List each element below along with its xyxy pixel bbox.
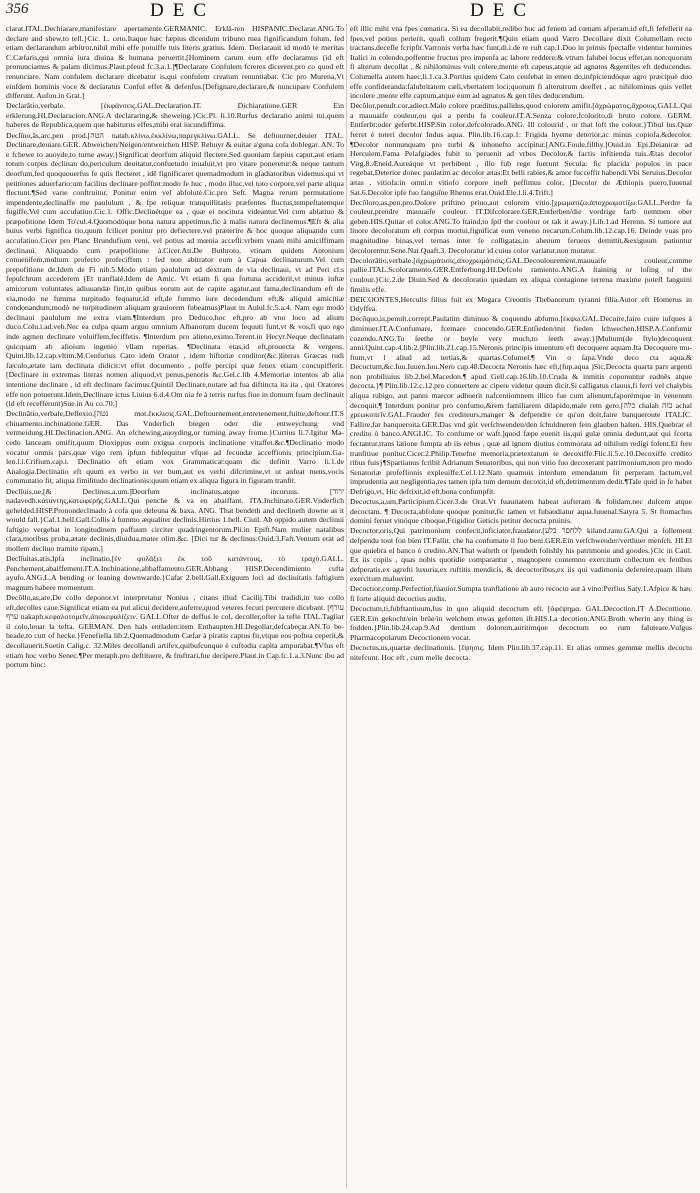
dictionary-entry: Declīno,ās,arc,pen prod.[הטה natah.κλίνω,ἐκκλίνω,παρεγκλίνω.GALL. Se deftourner,deuier ITAL. Declinare,deuiare.GER. Abweichen/Neigen/entweichen HISP. Rehuyr & euitar a'guna cofa doblegar. AN. To e fchewe to auoyde,to turne away.}Significat deorfum aliquid flectere.Sed quoniam fæpius caput,aut etiam totum corpus declinan do,periculum deuitatur,confuetudo inualuit,vt pro vitare poneretur:& neque tantum deorfum,fed quoquouerfus fe quis flecteret , idē fignificaret quemadmodum in gladiatoribus videmus.qui vt petitiones aduerfario:um facilius declinare poffint:modo fe huc , modo illuc,vel toto corpore,vel parte aliqua flectunt.¶Sed varie conftruitur. Ponitur enim vel abfolutè.Cic.pro Seft. Magna rerum permutatione impendente,declinaffe me paululum , & fpe reliquæ tranquillitatis præfentes fluctus,tempeftatemque fugiffe.Vel cum accufatiuo.Cic.1. Offic.Declinétque ea , quæ ei nocitura videantur.Vel cum ablatiuo & præpofitione Idem To'cul.4.Quomodóque bona natura appetimus,fic à malis natura declinemus.¶Eft & alia huius verbi fignifica tio,quum fcilicet ponitur pro defiectere,vel præterire & hoc quoque aliquando cum accufatiuo.Cicer pro Planc Brundufium veni, vel potius ad mœnia accefli:vrbem vnam mihi amiciffimam declinaui. Aliquando cum præpofitione à.Cicer.Att.De Buthroto, vtinam quidem Antonium conuenifem,multum profecto profeciffem : fed non abitrator eum à Capua declinaturum.Vel cum prepofitione de.Idem de Fi nib.5.Modo etiam paululum ad dextram de via declinaui, vt ad Peri cl.s fepulchrum accederem (Et tranflatè.Idem de Amic. Vt etiam fi qua fortuna acciderit,vt minus iuftæ amicorum voluntates adiuuandæ fint,in quibus eorum aut de capite agatur,aut fama,declinandum eft de via,modo ne fumma turpitudo fequatur,id eft,de fummo iure decedendum eft,& aliquid amicitiæ condonandum,modò ne turpitudinem aliquam grauiorem fubeamus)Plaut in Aulul.fc.5.a.4. Nam ego modò declinaui paululum me extra viam.¶Interdum pro Deduco,hoc eft,pro ab vno loco ad alium duco.Colu.i.ad.veb.Nec ea culpa quam arguo omnium Albanorum ducem fequuti funt,vt & vos,fi quo ego inde agmen declinare voluiffem,feciffetis. ¶Interdum pro alieno,eximo.Terent.in Hecyr.Neque declinatam quicquam ab alioium ingenio vllam reperias. ¶Declinata etas,id eft,prouecta & vergens. Quint.lib.12.cap.vltim.M.Cenforius Cato idem Orator , idem hiftoriæ conditor(&c.)literas Græcas rudi fæculo,ætate iam declinata didicit:vt effet documento , poffe percipi quæ fenex etiam concupifferit.[Declinare in extremas literas nomen aliquod,vt penus,penoris &c.Gel.c.lib 4.Memoriæ intentos ab alia intentione declinare , id eft declinare facimus.Quintil Declinare,nutare ad fua diftincta ita ita , qui Oratores effe non potuerunt.Idem,Declinare ictus Liuius 6.d.4.Om nia fe à terris rurfus fiue in domum fuam declinauit (id eft recefferunt)Sue.in Au co.70.] <box>6 130 344 409</box>
dictionary-entry: clarat.ITAL.Dechiarare,manifestare apertamente.GERMANIC. Erklä-ren HISPANIC.Declarar.ANG.To declare and shew,to tell.}Cic. L. ceto.Itaque hæc fæpius dicendum tribuno mea fignificandum folum, fed etiam declarandum arbitror,nihil mihi effe potuiffe tuis literis gratius. Idem. Declarauit id modò te meritas C.Cæfaris,qui omnia iura diuina & humana peruertit.[Hominem carum eum effe declaramus (id eft pronunciamus & palam dicimus.Plaut.pfeud fc.3.a.1.]¶Declarare Confulem fcreres dicerent.pro co quod eft renunciare. Nam confulem declarare dicebatur is,qui confulem creatum renuntiabat. Cic pro Murena,Vt eiufdem hominis voce & declaratus Conful effet & defenfus.[Defignare,declarare,& nuncupare Confulem differunt. Aufon.in Grat.] <box>6 24 344 101</box>
column-divider <box>346 24 347 1188</box>
dictionary-entry: Declīuis,ue,[& Declinus,a,um.]Deorfum inclinatus,atque incuruus. [ירוד nadavedh.κάταντης,κατωφερής.GALL.Qui penche & va en abaiffant. ITA.Inchinato.GER.Vnderfich gehelded.HISP.Pronondeclinado à cofa que deleuna & baxa. ANG. That bendeth and declineth downe as it would fall.}Caf.1.bell.Gall.Collis à fummo æqualiter declinis.Hirtius 1.bell. Ciuil. Ab oppido autem declinui faftigio vergebat in longitudinem paffuum circiter quadringentorum.Pli.in Epift.Nam mulier natalibus clara,moribus proba,ætate declinis,diuidua,mater olim.&c. [Dici tur & declinus:Ouid.3.Faft.Ventum erat ad mollem decliuo tramite ripam.] <box>6 486 344 554</box>
dictionary-entry: Decōllo,as,are,De collo deponor.vt interpretatur Nonius , citans illud Cacilij.Tibi tradidi,in tuo collo eft,decolles caue.Significat etiam ea put alicui decidere,auferre,quod veteres fecuri percutere dicebant. [עורף ערף nakaph.κεφαλοτομεῖν,ἀποκεφαλίζειν. GALL.Ofter de deffus le col, decoller,ofter la tefte ITAL.Tagliar il colo,leuar la tefta. GERMAN. Den hals entladen:item Enthaupten.HI.Degollar,defcabeçar.AN.To beheade,to cutt of hecke.}Fenefiella lib.2.Quemadmodum Cæfar à piratis captus fit,vtque eos poftea ceperit,& decollauerit.Suetin Calig.c. 32.Miles decollandi artifex,quibufcunque è cuftodia capita ampurabat.¶Vfus eft etiam hoc verbo Senec.¶Per metaph.pro deftituere, & fruftrari,fue decipere.Plaut.in Cap.fc.1.a.3.Nunc ibo ad portum hinc: <box>6 593 344 670</box>
dictionary-entry: Declīuitas,atis,Ipfa inclinatio.[ἐν φυλάξει ἐκ τοῦ κατάντους, τὸ τραχύ.GALL. Penchement,abaiffement.IT.A.Inchinatione,abbaffamento.GER.Abhang HISP.Decendimiento cufta ayufo.ANG.L.A bending or leaning downwarde.}Cafar 2.bell.Gall.Exiguum loci ad decliuitatis faftigium magnum habere momentum. <box>6 554 344 592</box>
dictionary-entry: Decōloro,as,pen.pro.Dolore priftino priuo,aut colorem vitio.[χρωματιζω,ἀποχρωματίζω.GALL.Perdre fa couleur,prendre mauuaife couleur. IT.Difcolorare.GER.Entferben/die vordrige farb nemmen ober geben.HIS.Quitar el color.ANG.To ſtaind,to ſpil the coolour or tak it away.}Lib.1.ad Herenn. Si tumore aut liuore decoloratum eft corpus mortui,fignificat eum veneno necarum.Colum.lib.12.cap.16. Deinde vuas pro magnitudine binas,vel ternas inter fe colligatas,in ahenum ferueus demittit,&exiguum patiuntur decolorentur.Sene.Nat.Quaft.3. Decoloratur id cuius color variatur,non mutatur. <box>350 197 692 255</box>
dictionary-entry: eft illic mihi vna fpes cœnatica. Si ea decollabit,redibo huc ad fenem ad cœnam afperam.id eft,fi fefellerit ea fpes,vel potius perierit, quafi collum fregerit.¶Quin etiam quod Varro Decollare dixit Columellam recte tractans,decefle fcripfit.Varronis verba hæc funt,di.i.de re ruft cap.1.Duo in primis fpectaffe videntur homines Italici in colendo,poffentne fructus pro impenfa ac labore reddere:& vtrum falubei locus effet,an non:quorum fi alterum decollat , & nihilominus vult colere,mente eft capeus,atque ad agnatos &gentiles eft deducendus. Columella autem haec,li.1.ca.3.Portius quidem Cato cenfebat in emen do,infpiciendóque agro præcipuè duo effe confideranda:falubritatem cæli,vbertatem loci;quorum fi alterutrum deeffet , ac nihilominus quis vellet incolere ,mente effe captum,atque eum ad agnatos & gen tiles deducendum. <box>350 24 692 101</box>
dictionary-entry: Decōquo,is,penult.corrept.Paulatim diminuo & coquendo abfumo.[ἐκψω.GAL.Decuire,faire cuire iufques à diminuer.IT.A.Confumare, fcemare cuocendo.GER.Entſieden/mit fieden ſchwechen.HISP.A.Confumir cozendo.ANG.To ſeethe or boyle very much,to ſeeth away.}]Multum(de ftylo)decoquent anni.Quint.cap.4.lib.2.]Plin.lib.21.cap.15.Neronis principis inuentum eft decoquere aquam.Ita Decoquere muftum,vt l aliud ad tertias,& quartas.Columel.¶ Vin o ſapa.Vnde deco cta aqua,& Decoctum,&c.Iuu.Iuuen.Iuu.Nero cap.48.Decocta Neronis hæc eft.(fup.aqua )Sic,Decocta quarta pars argenti non probiliuius lib.2.bel.Macedon.¶ apud Gell.cap.16.lib.10.Cruda & inmitis coponuntur eadnēs atque decocta.}¶ Plin.lib.12.c.12.pro conuertere ac cipere videtur quum dicit.Si calligatus clauus,fi ferri vel chalybis aliqua rubigo, aut panni marcor adhuerit nafcentiomnem illico fue cum alienum,faporémque in venenum decoquit.¶ Interdum ponitur pro confumo,&rem familiarem dilapido,male rem gero.[כלה chalah בזה achal χρεωκοπεῖν.GAL.Frauder fes crediteurs,manger & defpendre ce qu'on doit,faire banqueroute ITALIC. Fallire,far banqueroita.GER.Das vnd gůt verſchwenden/den ſchuldneren fein glauben halten. HIS.Quebrar el credito ò banco.ANGLIC. To confume or waft.]quod fæpe euenit iis,qui gulæ omnia dedunt,aut qui fcorta fectantur,trans latione fumpta ab iis rebus , quæ ad ignem diutius commorata ad nihilum redigi folent.Et fere tranfitiue ponitur.Cicer.2.Philip.Tenefne memoria,prætextatum te decoxiffe.Flic.li.5.c.10.Decoxiffe credito ribus fuis}¶Spartianus fcribit Adrianum Senatoribus, qui non vitio fuo decoxerant patrimonium,non pro modo Senatoriæ profeflionis expleuiffe.Cel.l.12.Nam quamuis interdum emendatum fit perperam factum,vel imprudentia aut negligentia,res tamen ipfa tum demum decoxit,id eft,detrimentum dedit.¶Tale quid in fe habet Defrigo,vt, Hic defrixit,id eft,bona confumpfit. <box>350 314 692 496</box>
page-header <box>0 0 700 22</box>
dictionary-entry: Decoctum,ti,fubftantiuum,Ius in quo aliquid decoctum eft. [ἀφέψημα. GAL.Decoction.IT A.Decottione. GER.Ein gekocht/ein brüe/in welchem etwas gefotten ift.HIS.La decotion.ANG.Broth wherin any thing is fodden.}Plin.lib.24.cap.9.Ad dentium dolorem,auritimque decoctum eo rum faluteare.Vulgus Pharmacopolarum Decoctionem vocat. <box>350 604 692 642</box>
dictionary-entry: DEICOONTES,Herculis filius fuit ex Megara Creontis Thebanorum tyranni filia.Autor eft Homerus in Odyffea. <box>350 294 692 314</box>
dictionary-entry: Declinātio,verbale,Deflexio.[נטה mot.ἔκκλισις.GAL.Deftournement,entretenement,fuitte,deftour.IT.S chiuamento.inchinatione.GER. Das Vnderfich biegen oder die entweychung vnd vermeidung.HI.Declinacion.ANG. An efchewing,auoyding,or turning away frome.}Curtius li.7.Igitur Macedo lanceam omifit,quum Dioxippus eum exigua corporis inclinatione vitaffet.&c.¶Declinatio modo vocatur omnis pars,quæ vigo rem ipfum fubfequitur vfque ad fecundæ acceffionis principium.Galen.l.i.Crifium.cap.i. Declinatio eft etiam vox Grammaticæ:quam dic definit Varro li.1.de Analogia.Declinatio eft quum ex verbo in ver bum,aut ex verbi difcrimine,vt ut anfeat mens,vocis commutatio fit, aliqua fimilitudo declinationis:quum etiam ex aliqua figura in figuram tranfit. <box>6 409 344 486</box>
running-head-right: DEC <box>470 0 535 21</box>
dictionary-entry: Decoctus,a,um,Participium.Cicer.3.de Orat.Vt fuauitatem habeat aufteram & folidam,nec dulcem atque decoctam. ¶ Decocta,abfolute quoque ponitur,fic tamen vt fubaudiatur aqua.Iuuenal.Satyra 5. St ftomachus domini feruet vinóque ciboque,Frigidior Geticis petitur decocta pruinis. <box>350 497 692 526</box>
page-number: 356 <box>6 1 29 17</box>
dictionary-entry: Decolorātio,verbale.[ἀχρωμάτισις,ἀποχρωμάτισις.GAL.Decoulourement.mauuaife couleur,comme pallie.ITAL.Scoloramento.GER.Entferbung.HI.Defcolo ramiento.ANG.A ſtaining or loſing of the coulour.}Cic.2.de Diuin.Sed & decoloratio quædam ex aliqua contagione terrena maxime potefl fanguini fimilis effe. <box>350 255 692 294</box>
dictionary-entry: Decŏlor,penult.cor,adiect.Malo colore præditus,pallidus,quod colorem amifit.[ἀχρώματος,ἄχροιος.GALL.Qui a mauuaife couleur,ou qui a perdu fa couleur.IT.A.Senza colore,fcolorito,di bruto colore. GERM. Entferbt:oder geferbt.HISP.Sin color,defcolorado.ANG. Ill colourid , or that loft the colour.}Tibul lus.Quæ ferret è toteri decolor Indus aqua. Plin.lib.16.cap.1: Frigida hyeme deterior,ac minus copiofa.&decolor. ¶Decolor nonnunquam pro turbi & inhonefto accipitur.[ANG.Foule,filthy.]Ouid.in Epi.Deianiræ ad Herculem.Fama Pelafgiades fubit to peruenit ad vrbes Decolor,& factis infitienda tuis.Ætas decolor Virg.8.Æneid.Aureáque vt perhibent , illo fub rege fuerunt Secula: fic placida populos in pace regebat,Deterior donec paulatim ac decolor ætas:Et belli rabies,& amor fucceffit habendi.Vbi Seruius,Decolor ætas , vitiofa:in omni.n vitiofo corpore ineft peffimus color, [Decolor de Æthiopis puero.Iuuenal Sat.6.Decolor ipfe fuo fanguīne Rhenus erat.Ouid.Ele.l.li.4.Trift.] <box>350 101 692 197</box>
dictionary-entry: Declarātio,verbale. [ἐκφάνσεις.GAL.Declaration.IT. Dichiaratione.GER Ein erklerung.HI.Declaracion.ANG.A declararing,& sheweing.}Cic.Pl. li.10.Rurfus declaratio animi tui,quem haberes de Republica,quem que habiturus effes,mihi erat iucundiffima. <box>6 101 344 130</box>
right-column <box>350 24 692 1190</box>
left-column <box>6 24 344 1190</box>
dictionary-entry: Decoctus,us,quartæ declinationis. [ἕψησις. Idem Plin.lib.37.cap.11. Et alias omnes gemmæ mellis decoctu nitefcunt. Hoc eft , cum melle decocta. <box>350 643 692 662</box>
dictionary-entry: Decoctior,comp.Perfectior,fuauior.Sumpta tranflatione ab auro recocto aut à vino:Perfius Saty.1.Afpice & hæc fi forte aliquid decoctius audis. <box>350 584 692 604</box>
running-head-left: DEC <box>150 0 215 21</box>
dictionary-entry: Decoctor,oris,Qui patrimonium confecit,inficiator,fraudator.[ללחסר בלע kiland.ranu.GA.Qui a follement defpendu tout fon bien IT.Fallit. che ha confumato il fuo beni.GER.Ein verſchwender/verthuer menſch. HI.El que quiebra el banco ò credito.AN.That waſteth or ſpendeth folishly his patrimonie and goodes.}Cic in Catil. Ex iis copiis , quas nobis quotidie comparantur , magnopere contemno exercitum collectum ex fenibus defperatis,ex agrefti luxuria,ex ruftitis mendicis, & decoctoribus,ex iis qui vadimonia defereire,quam illum exercitum maluerint. <box>350 526 692 584</box>
